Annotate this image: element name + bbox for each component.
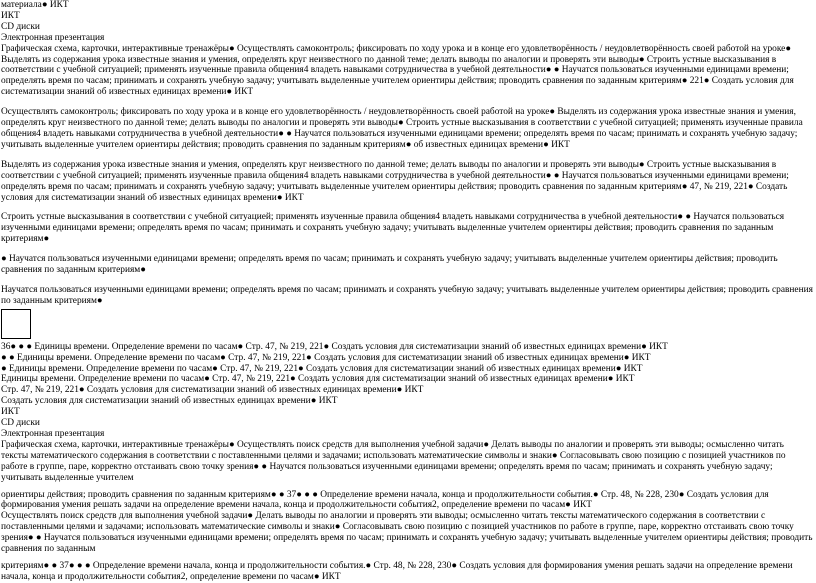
spacer	[1, 151, 813, 160]
text-line: CD диски	[1, 21, 40, 32]
paragraph: Научатся пользоваться изученными единицами времени; определять время по часам; принимать и сохранять учебную задачу; учитывать выделенные учителем ориентиры действия; проводить сравнения по заданным критериям●	[1, 284, 813, 306]
text-line: ИКТ	[1, 10, 20, 21]
image-placeholder	[1, 309, 31, 339]
text-line: материала● ИКТ	[1, 0, 69, 10]
spacer	[1, 276, 813, 285]
paragraph: Осуществлять поиск средств для выполнения учебной задачи● Делать выводы по аналогии и проверять эти выводы; осмысленно читать тексты математического содержания в соответствии с поставленными целями и задачами; использовать математические символы и знаки● Согласовывать свою позицию с позицией участников по работе в группе, паре, корректно отстаивать свою точку зрения● ● Научатся пользоваться изученными единицами времени; определять время по часам; принимать и сохранять учебную задачу; учитывать выделенные учителем ориентиры действия; проводить сравнения по заданным	[1, 511, 813, 555]
text-line: Электронная презентация	[1, 32, 105, 43]
paragraph: ● Научатся пользоваться изученными единицами времени; определять время по часам; принимать и сохранять учебную задачу; учитывать выделенные учителем ориентиры действия; проводить сравнения по заданным критериям●	[1, 254, 778, 276]
text-line: Единицы времени. Определение времени по часам● Стр. 47, № 219, 221● Создать условия для систематизации знаний об известных единицах времени● ИКТ	[1, 374, 635, 385]
paragraph: ориентиры действия; проводить сравнения по заданным критериям● ● 37● ● ● Определение времени начала, конца и продолжительности события.● Стр. 48, № 228, 230● Создать условия для формирования умения решать задачи на определение времени начала, конца и продолжительности события2, определение времени по часам● ИКТ	[1, 489, 769, 511]
paragraph: Строить устные высказывания в соответствии с учебной ситуацией; применять изученные правила общения4 владеть навыками сотрудничества в учебной деятельности● ● Научатся пользоваться изученными единицами времени; определять время по часам; принимать и сохранять учебную задачу; учитывать выделенные учителем ориентиры действия; проводить сравнения по заданным критериям●	[1, 212, 785, 245]
paragraph: Выделять из содержания урока известные знания и умения, определять круг неизвестного по данной теме; делать выводы по аналогии и проверять эти выводы● Строить устные высказывания в соответствии с учебной ситуацией; применять изученные правила общения4 владеть навыками сотрудничества в учебной деятельности● ● Научатся пользоваться изученными единицами времени; определять время по часам; принимать и сохранять учебную задачу; учитывать выделенные учителем ориентиры действия; проводить сравнения по заданным критериям● 47, № 219, 221● Создать условия для систематизации знаний об известных единицах времени● ИКТ	[1, 159, 789, 203]
paragraph: Осуществлять самоконтроль; фиксировать по ходу урока и в конце его удовлетворённость / неудовлетворённость своей работой на уроке● Выделять из содержания урока известные знания и умения, определять круг неизвестного по данной теме; делать выводы по аналогии и проверять эти выводы● Строить устные высказывания в соответствии с учебной ситуацией; применять изученные правила общения4 владеть навыками сотрудничества в учебной деятельности● ● Научатся пользоваться изученными единицами времени; определять время по часам; принимать и сохранять учебную задачу; учитывать выделенные учителем ориентиры действия; проводить сравнения по заданным критериям● об известных единицах времени● ИКТ	[1, 107, 803, 150]
paragraph: критериям● ● 37● ● ● Определение времени начала, конца и продолжительности события.● Стр. 48, № 228, 230● Создать условия для формирования умения решать задачи на определение времени начала, конца и продолжительности события2, определение времени по часам● ИКТ	[1, 560, 793, 582]
text-line: 36● ● ● Единицы времени. Определение времени по часам● Стр. 47, № 219, 221● Создать условия для систематизации знаний об известных единицах времени● ИКТ	[1, 341, 668, 352]
paragraph: Графическая схема, карточки, интерактивные тренажёры● Осуществлять поиск средств для выполнения учебной задачи● Делать выводы по аналогии и проверять эти выводы; осмысленно читать тексты математического содержания в соответствии с поставленными целями и задачами; использовать математические символы и знаки● Согласовывать свою позицию с позицией участников по работе в группе, паре, корректно отстаивать свою точку зрения● ● Научатся пользоваться изученными единицами времени; определять время по часам; принимать и сохранять учебную задачу; учитывать выделенные учителем	[1, 439, 786, 483]
text-line: ● Единицы времени. Определение времени по часам● Стр. 47, № 219, 221● Создать условия для систематизации знаний об известных единицах времени● ИКТ	[1, 363, 643, 374]
text-line: Создать условия для систематизации знаний об известных единицах времени● ИКТ	[1, 396, 338, 407]
text-line: ИКТ	[1, 407, 20, 418]
text-line: Электронная презентация	[1, 429, 105, 439]
text-line: Стр. 47, № 219, 221● Создать условия для систематизации знаний об известных единицах времени● ИКТ	[1, 385, 424, 396]
text-line: ● ● Единицы времени. Определение времени по часам● Стр. 47, № 219, 221● Создать условия для систематизации знаний об известных единицах времени● ИКТ	[1, 352, 651, 363]
paragraph: Графическая схема, карточки, интерактивные тренажёры● Осуществлять самоконтроль; фиксировать по ходу урока и в конце его удовлетворённость / неудовлетворённость своей работой на уроке● Выделять из содержания урока известные знания и умения, определять круг неизвестного по данной теме; делать выводы по аналогии и проверять эти выводы● Строить устные высказывания в соответствии с учебной ситуацией; применять изученные правила общения4 владеть навыками сотрудничества в учебной деятельности● ● Научатся пользоваться изученными единицами времени; определять время по часам; принимать и сохранять учебную задачу; учитывать выделенные учителем ориентиры действия; проводить сравнения по заданным критериям● 221● Создать условия для систематизации знаний об известных единицах времени● ИКТ	[1, 43, 794, 98]
text-line: CD диски	[1, 418, 40, 429]
spacer	[1, 245, 813, 254]
spacer	[1, 98, 813, 107]
